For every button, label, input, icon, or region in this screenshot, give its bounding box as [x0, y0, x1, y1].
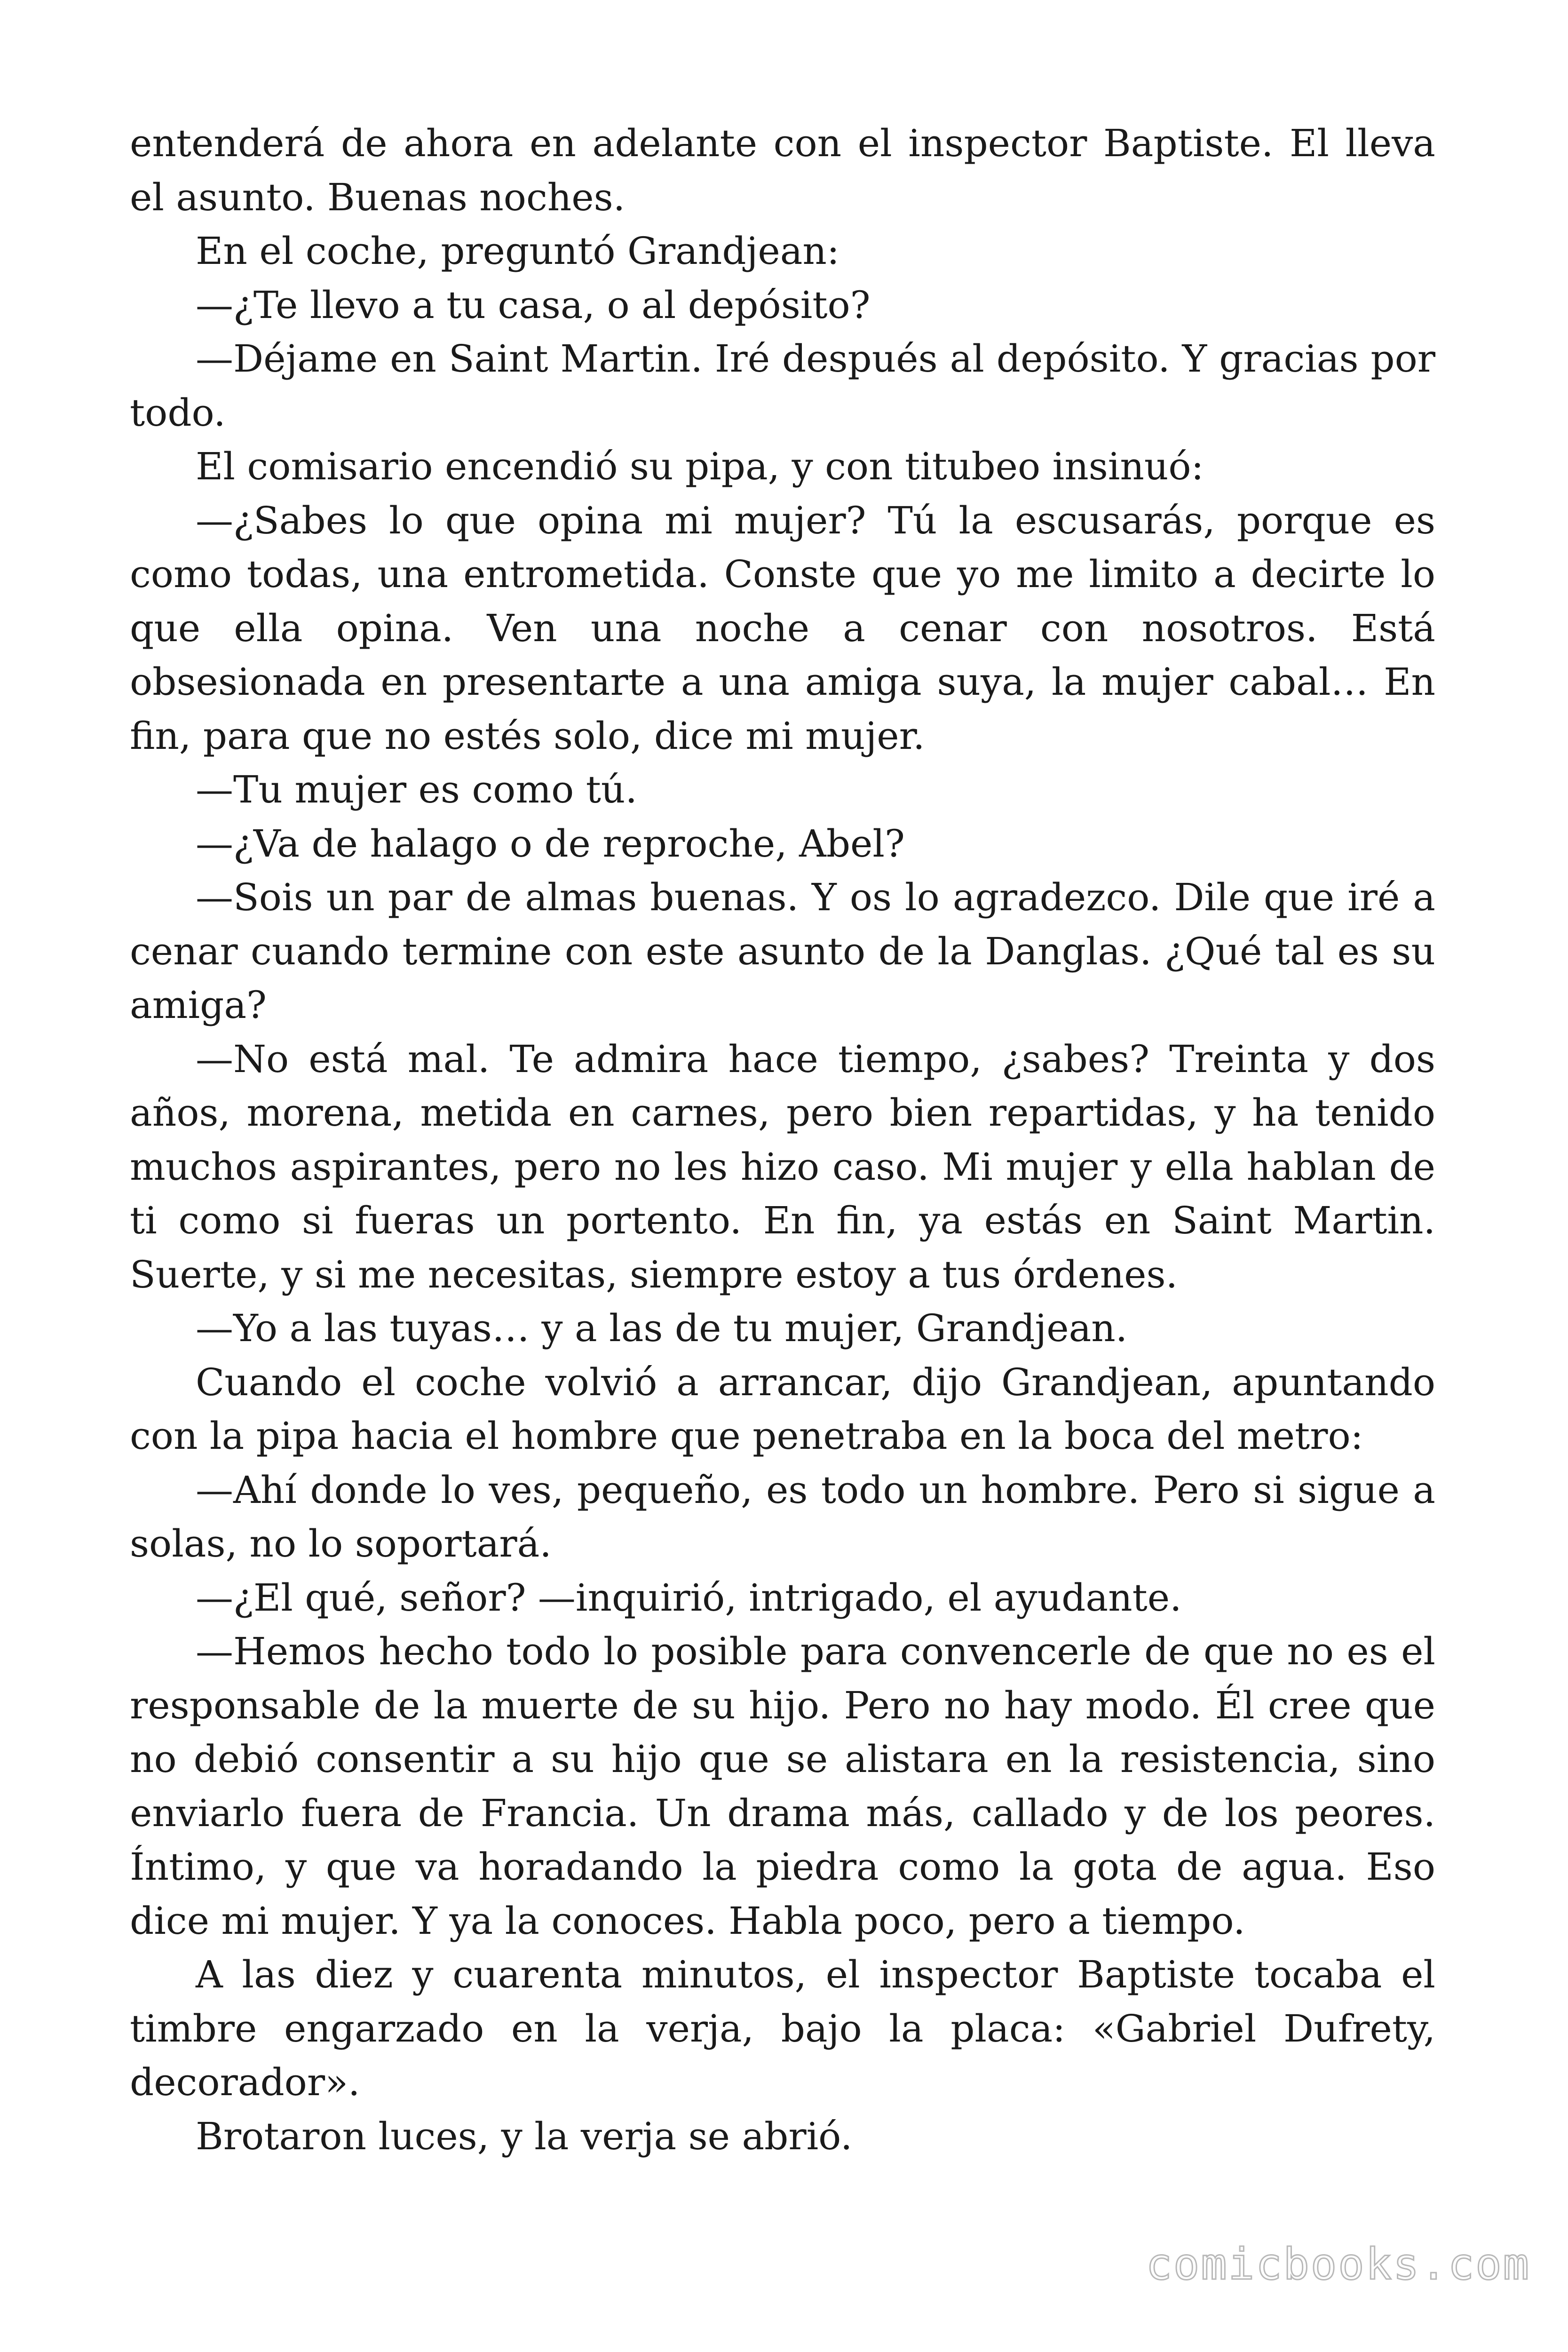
paragraph: —¿Va de halago o de reproche, Abel? — [196, 821, 905, 866]
paragraph: Brotaron luces, y la verja se abrió. — [196, 2114, 853, 2158]
paragraph: —¿Te llevo a tu casa, o al depósito? — [196, 283, 871, 327]
paragraph: —Hemos hecho todo lo posible para convencerle de que no es el responsable de la muerte de su hijo. Pero no hay modo. Él cree que no debió consentir a su hijo que se alistara en la resistencia, sino enviarlo fuera de Francia. Un drama más, callado y de los peores. Íntimo, y que va horadando la piedra como la gota de agua. Eso dice mi mujer. Y ya la conoces. Habla poco, pero a tiempo. — [130, 1629, 1435, 1943]
paragraph: En el coche, preguntó Grandjean: — [196, 229, 839, 273]
paragraph: —¿El qué, señor? —inquirió, intrigado, el ayudante. — [196, 1575, 1182, 1620]
paragraph: Cuando el coche volvió a arrancar, dijo Grandjean, apuntando con la pipa hacia el hombre que penetraba en la boca del metro: — [130, 1360, 1435, 1458]
paragraph: —No está mal. Te admira hace tiempo, ¿sabes? Treinta y dos años, morena, metida en carnes, pero bien repartidas, y ha tenido muchos aspirantes, pero no les hizo caso. Mi mujer y ella hablan de ti como si fueras un portento. En fin, ya estás en Saint Martin. Suerte, y si me necesitas, siempre estoy a tus órdenes. — [130, 1037, 1435, 1296]
paragraph: El comisario encendió su pipa, y con titubeo insinuó: — [196, 445, 1204, 488]
watermark: comicbooks.com — [1146, 2239, 1530, 2289]
paragraph: entenderá de ahora en adelante con el inspector Baptiste. El lleva el asunto. Buenas noches. — [130, 121, 1435, 219]
paragraph: —¿Sabes lo que opina mi mujer? Tú la escusarás, porque es como todas, una entrometida. Conste que yo me limito a decirte lo que ella opina. Ven una noche a cenar con nosotros. Está obsesionada en presentarte a una amiga suya, la mujer cabal… En fin, para que no estés solo, dice mi mujer. — [130, 498, 1435, 758]
paragraph: A las diez y cuarenta minutos, el inspector Baptiste tocaba el timbre engarzado en la verja, bajo la placa: «Gabriel Dufrety, decorador». — [130, 1953, 1435, 2104]
paragraph: —Sois un par de almas buenas. Y os lo agradezco. Dile que iré a cenar cuando termine con este asunto de la Danglas. ¿Qué tal es su amiga? — [130, 875, 1435, 1027]
paragraph: —Tu mujer es como tú. — [196, 768, 637, 811]
paragraph: —Ahí donde lo ves, pequeño, es todo un hombre. Pero si sigue a solas, no lo soportará. — [130, 1468, 1435, 1565]
body-text — [130, 117, 1435, 2163]
paragraph: —Yo a las tuyas… y a las de tu mujer, Grandjean. — [196, 1306, 1128, 1350]
paragraph: —Déjame en Saint Martin. Iré después al depósito. Y gracias por todo. — [130, 337, 1435, 435]
